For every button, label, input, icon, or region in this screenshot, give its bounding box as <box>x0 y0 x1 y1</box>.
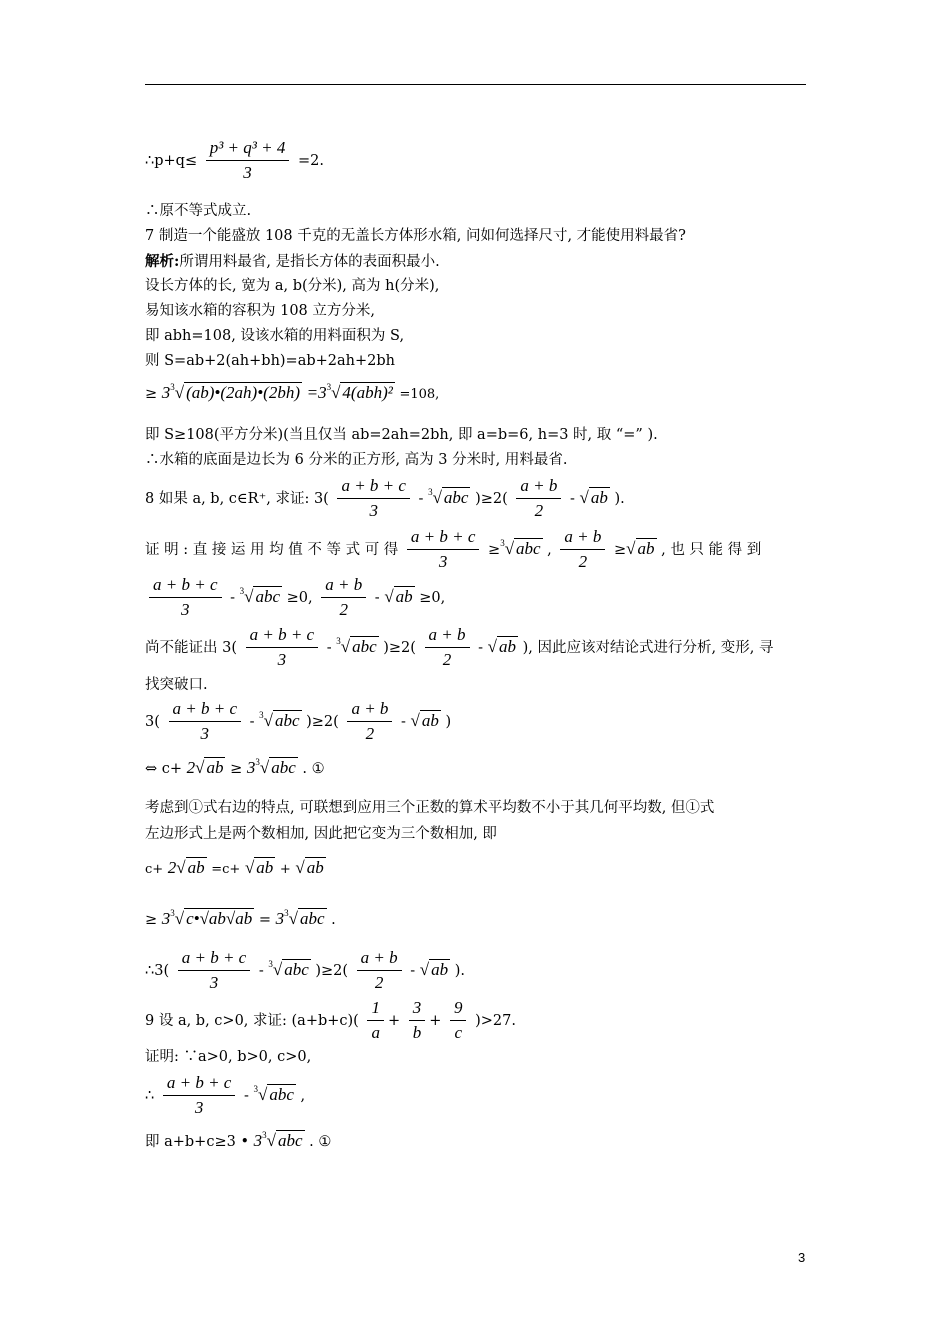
radicand: abc <box>300 909 325 928</box>
text: =c+ <box>211 862 241 877</box>
radicand: abc <box>277 1131 303 1150</box>
text: 尚不能证出 3( <box>145 639 237 656</box>
line-text: 即 S≥108(平方分米)(当且仅当 ab=2ah=2bh, 即 a=b=6, h=3 时, 取 “=” ). <box>145 427 658 443</box>
fraction <box>409 998 426 1044</box>
radicand: abc <box>271 758 296 777</box>
proof-line: ∴3( $\frac{a + b + c}{3}$ - $^3$√ abc )≥2( $\frac{a + b}{2}$ - √ ab ). <box>145 948 465 993</box>
fraction <box>357 948 402 994</box>
text: 所谓用料最省, 是指长方体的表面积最小. <box>179 254 440 270</box>
text: )≥2( <box>306 713 339 730</box>
text: =108, <box>399 387 440 402</box>
text: 证 明 : 直 接 运 用 均 值 不 等 式 可 得 <box>145 541 399 558</box>
text: 3( <box>145 713 160 730</box>
fraction-numerator: a + b <box>321 575 366 598</box>
fraction-denominator: 3 <box>243 163 252 183</box>
radicand: ab <box>306 858 324 877</box>
text: =3 <box>306 383 327 402</box>
text: . ① <box>302 761 325 777</box>
proof-line: ≥ $3^3√$ c•√ab√ab = $3^3√$ abc . <box>145 908 336 928</box>
cube-root: $3^3√$ (ab)•(2ah)•(2bh) <box>161 382 300 402</box>
fraction-numerator: p³ + q³ + 4 <box>206 138 290 161</box>
fraction-denominator: 3 <box>209 973 219 993</box>
radicand: ab <box>637 538 655 558</box>
cube-root: $3^3√$ abc <box>253 1130 303 1150</box>
analysis-label: 解析: <box>145 253 180 270</box>
proof-line: 证 明 : 直 接 运 用 均 值 不 等 式 可 得 $\frac{a + b + c}{3}$ ≥$^3$√ abc , $\frac{a + b}{2}$ ≥√ ab , 也 只 能 得 到 <box>145 527 762 572</box>
header-rule <box>145 84 806 85</box>
fraction <box>246 625 319 671</box>
fraction-denominator: 3 <box>369 501 378 521</box>
fraction-numerator: a + b <box>516 476 561 499</box>
fraction <box>149 575 222 621</box>
fraction-numerator: a + b + c <box>169 699 242 722</box>
fraction-numerator: a + b + c <box>149 575 222 598</box>
fraction-numerator: a + b <box>347 699 392 722</box>
text: ⇔ c+ <box>145 761 183 777</box>
text: + <box>279 862 291 877</box>
fraction-numerator: a + b + c <box>163 1073 236 1096</box>
fraction <box>337 476 410 522</box>
fraction-numerator: 9 <box>450 998 467 1021</box>
radicand: ab <box>431 959 449 979</box>
fraction-numerator: a + b + c <box>337 476 410 499</box>
fraction <box>425 625 470 671</box>
proof-line <box>145 858 326 878</box>
radicand: abc <box>443 487 469 507</box>
fraction <box>450 998 467 1044</box>
radicand: abc <box>269 1084 294 1104</box>
radicand: 4(abh)² <box>342 383 393 402</box>
text: ≥ <box>230 761 243 777</box>
fraction-denominator: b <box>412 1023 422 1043</box>
square-root: √ ab <box>410 710 439 730</box>
square-root: √ ab <box>384 586 413 606</box>
fraction <box>516 476 561 522</box>
proof-line: 3( $\frac{a + b + c}{3}$ - $^3$√ abc )≥2( $\frac{a + b}{2}$ - √ ab ) <box>145 699 452 744</box>
line-text: ∴水箱的底面是边长为 6 分米的正方形, 高为 3 分米时, 用料最省. <box>145 452 568 468</box>
proof-line <box>145 757 325 778</box>
square-root: 2√ ab <box>186 758 224 777</box>
line-inequality-pq <box>145 138 324 184</box>
cube-root: $^3$√ abc <box>239 585 281 606</box>
fraction <box>178 948 251 994</box>
line-text: 左边形式上是两个数相加, 因此把它变为三个数相加, 即 <box>145 826 497 842</box>
radicand: abc <box>284 959 309 979</box>
radicand: ab <box>499 636 516 656</box>
fraction-denominator: 3 <box>181 600 190 620</box>
text: )≥2( <box>383 639 416 656</box>
text: ≥ <box>145 386 158 402</box>
line-text: 找突破口. <box>145 677 208 693</box>
fraction-numerator: a + b + c <box>246 625 319 648</box>
radicand: abc <box>352 636 377 656</box>
text: . ① <box>309 1134 332 1150</box>
radicand: abc <box>516 538 541 558</box>
text: ∴p+q≤ <box>145 152 198 169</box>
fraction-numerator: a + b <box>425 625 470 648</box>
fraction <box>560 527 605 573</box>
proof-line: ∴ $\frac{a + b + c}{3}$ - $^3$√ abc , <box>145 1073 306 1118</box>
text: )>27. <box>475 1012 516 1029</box>
line-text: 证明: ∵a>0, b>0, c>0, <box>145 1049 312 1065</box>
fraction <box>367 998 384 1044</box>
fraction <box>169 699 242 745</box>
text: ∴3( <box>145 962 170 979</box>
fraction-denominator: 3 <box>277 650 287 670</box>
fraction-numerator: a + b + c <box>407 527 480 550</box>
fraction-denominator: 3 <box>438 552 448 572</box>
line-text: 则 S=ab+2(ah+bh)=ab+2ah+2bh <box>145 353 395 369</box>
fraction <box>347 699 392 745</box>
radicand: (ab)•(2ah)•(2bh) <box>186 383 300 402</box>
fraction <box>407 527 480 573</box>
text: 9 设 a, b, c>0, 求证: (a+b+c)( <box>145 1012 359 1029</box>
fraction-denominator: a <box>371 1023 380 1043</box>
text: , 也 只 能 得 到 <box>661 541 762 558</box>
square-root: √ ab <box>626 538 655 558</box>
text: ≥0, <box>419 589 446 606</box>
fraction-denominator: 2 <box>374 973 384 993</box>
fraction-denominator: 3 <box>194 1098 204 1118</box>
text: ). <box>454 962 465 979</box>
cube-root: $3^3√$ abc <box>246 757 296 777</box>
square-root: √ ab <box>579 487 608 507</box>
proof-line: 尚不能证出 3( $\frac{a + b + c}{3}$ - $^3$√ abc )≥2( $\frac{a + b}{2}$ - √ ab ), 因此应该对结论式进行分析, 变形, 寻 <box>145 625 774 670</box>
fraction-denominator: 2 <box>534 501 544 521</box>
fraction <box>206 138 290 184</box>
radicand: ab <box>421 710 439 730</box>
fraction-denominator: 2 <box>365 724 375 744</box>
radicand: ab <box>256 858 274 877</box>
problem-8: 8 如果 a, b, c∈R⁺, 求证: 3( $\frac{a + b + c}{3}$ - $^3$√ abc )≥2( $\frac{a + b}{2}$ - √ ab ). <box>145 476 625 521</box>
fraction-denominator: 2 <box>578 552 588 572</box>
cube-root: $^3$√ 4(abh)² <box>326 382 393 402</box>
square-root: 2√ ab <box>167 858 205 877</box>
text: , <box>300 1087 306 1104</box>
cube-root: $^3$√ abc <box>336 635 377 656</box>
radicand: ab <box>206 758 224 777</box>
radicand: ab <box>590 487 608 507</box>
fraction-denominator: 2 <box>442 650 452 670</box>
text: )≥2( <box>315 962 349 979</box>
text: ), 因此应该对结论式进行分析, 变形, 寻 <box>522 639 774 656</box>
square-root: √ ab <box>244 858 274 877</box>
fraction-numerator: a + b + c <box>178 948 251 971</box>
square-root: √ ab <box>419 959 449 979</box>
text: ≥ <box>145 912 158 928</box>
text: )≥2( <box>475 490 508 507</box>
line-text: 考虑到①式右边的特点, 可联想到应用三个正数的算术平均数不小于其几何平均数, 但①式 <box>145 800 715 816</box>
cube-root: $^3$√ abc <box>259 709 300 730</box>
radicand: ab <box>187 858 205 877</box>
problem-9: 9 设 a, b, c>0, 求证: (a+b+c)( $\frac{1}{a}$ + $\frac{3}{b}$ + $\frac{9}{c}$ )>27. <box>145 998 516 1043</box>
fraction <box>321 575 366 621</box>
line-text: 即 abh=108, 设该水箱的用料面积为 S, <box>145 328 405 344</box>
text: 即 a+b+c≥3 • <box>145 1134 249 1150</box>
radicand: abc <box>274 710 300 730</box>
text: =2. <box>297 152 324 169</box>
fraction-numerator: a + b <box>560 527 605 550</box>
radicand: ab <box>395 586 413 606</box>
fraction-denominator: 3 <box>200 724 209 744</box>
line-am-gm <box>145 382 439 403</box>
line-conclusion: ∴原不等式成立. <box>145 203 252 219</box>
fraction-denominator: c <box>454 1023 462 1043</box>
fraction-numerator: a + b <box>357 948 402 971</box>
text: 8 如果 a, b, c∈R⁺, 求证: 3( <box>145 490 329 507</box>
square-root: √ ab <box>487 636 516 656</box>
cube-root: $^3$√ abc <box>428 486 469 507</box>
cube-root: $3^3√$ abc <box>275 908 325 928</box>
radicand: c•√ab√ab <box>186 909 253 928</box>
square-root: √ ab <box>295 858 324 877</box>
fraction-denominator: 2 <box>339 600 348 620</box>
cube-root: $3^3√$ c•√ab√ab <box>161 908 253 928</box>
page-number: 3 <box>798 1250 806 1265</box>
proof-line: $\frac{a + b + c}{3}$ - $^3$√ abc ≥0, $\frac{a + b}{2}$ - √ ab ≥0, <box>145 575 445 621</box>
cube-root: $^3$√ abc <box>268 958 309 979</box>
text: . <box>331 912 336 928</box>
fraction-numerator: 1 <box>367 998 384 1021</box>
fraction-numerator: 3 <box>409 998 426 1021</box>
line-analysis <box>145 253 440 271</box>
text: ∴ <box>145 1087 155 1104</box>
cube-root: $^3$√ abc <box>253 1083 294 1104</box>
text: c+ <box>145 862 164 877</box>
cube-root: $^3$√ abc <box>500 537 541 558</box>
problem-7: 7 制造一个能盛放 108 千克的无盖长方体形水箱, 问如何选择尺寸, 才能使用料最省? <box>145 228 686 244</box>
line-text: 易知该水箱的容积为 108 立方分米, <box>145 303 376 319</box>
radicand: abc <box>255 586 281 606</box>
text: ). <box>614 490 625 507</box>
proof-line <box>145 1130 331 1151</box>
fraction <box>163 1073 236 1119</box>
line-text: 设长方体的长, 宽为 a, b(分米), 高为 h(分米), <box>145 278 440 294</box>
